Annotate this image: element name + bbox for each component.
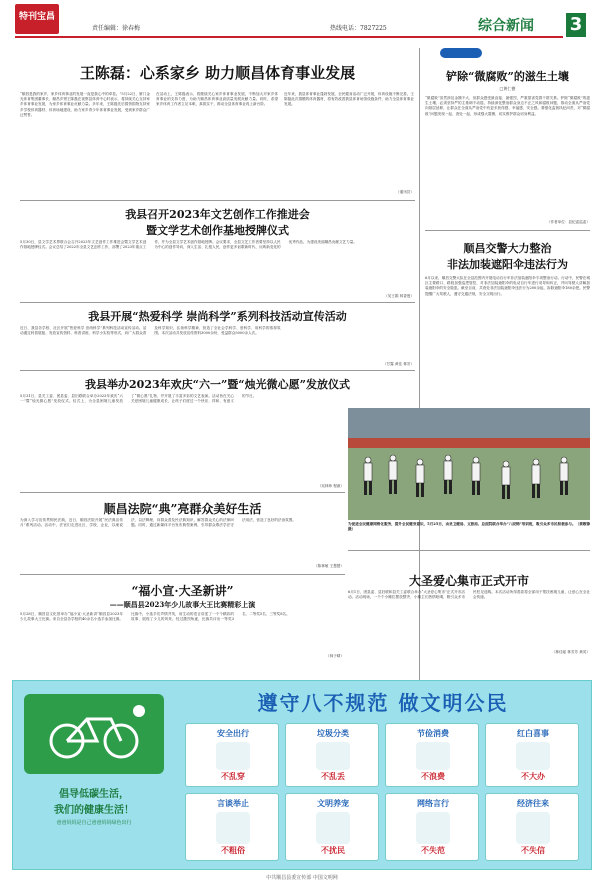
rule-title: 经济往来	[517, 799, 549, 808]
rule-tile	[185, 723, 279, 787]
rule-action: 不乱穿	[221, 772, 245, 781]
lead-byline: （通讯员）	[396, 190, 414, 194]
rule-illustration	[216, 812, 250, 844]
green-subtitle: 我们的健康生活！	[54, 805, 134, 816]
civility-ad	[12, 680, 592, 870]
rule-action: 不扰民	[321, 846, 345, 855]
science-divider	[20, 370, 415, 371]
court-text: 为深入学习宣传贯彻民法典，近日，顺昌法院开展“民法典宣传月”系列活动。活动中，法官们走进社区、学校、企业，以案说法、以法释理，向群众普及民法典知识，解答群众关心的法律问题。同时，通过新媒体平台发布典型案例，引导群众尊法学法守法用法，营造了良好的法治氛围。	[20, 518, 296, 528]
editor-line: 责任编辑：徐春梅	[92, 25, 141, 32]
traffic-title-1: 顺昌交警大力整治	[463, 242, 552, 255]
rule-title: 言谈举止	[217, 799, 249, 808]
rule-illustration	[516, 812, 550, 844]
rule-illustration	[416, 742, 450, 770]
science-text: 近日，我县各学校、社区开展“热爱科学 崇尚科学”系列科技活动宣传活动。活动通过科普展板、发放宣传资料、科普讲座、科学小实验等形式，向广大群众普及科学知识，弘扬科学精神，营造了全社会学科学、爱科学、用科学的浓厚氛围。本次活动共发放宣传资料3000余份，受益群众5000余人次。	[20, 326, 281, 336]
hotline: 热线电话：7827225	[330, 25, 387, 32]
rule-title: 垃圾分类	[317, 729, 349, 738]
rule-tile	[385, 793, 479, 861]
page-number: 3	[569, 14, 583, 35]
theater-byline: （林子晴）	[326, 654, 344, 658]
rule-action: 不失范	[421, 846, 445, 855]
rule-title: 节俭消费	[417, 729, 449, 738]
rule-illustration	[416, 812, 450, 844]
rule-tile	[285, 723, 379, 787]
photo-frame	[348, 408, 590, 520]
exercise-photo	[348, 408, 590, 520]
theater-title: “福小宣·大圣新讲”	[131, 584, 234, 598]
culture-title-2: 暨文学艺术创作基地授牌仪式	[146, 224, 289, 237]
footer-credit: 中共顺昌县委宣传部 中国文明网	[266, 875, 338, 881]
photo-caption: 为促进全民健康网格化服务，提升全民健身意识，5月25日，由县卫健局、文旅局、总医院联合举办“八段锦”培训班，吸引众多市民积极参与。（黄敬锋 摄）	[348, 522, 590, 532]
rules-grid	[183, 723, 583, 863]
corruption-byline: （作者单位：县纪委监委）	[546, 220, 590, 224]
theater-subtitle: ——顺昌县2023年少儿故事大王比赛精彩上演	[109, 600, 256, 609]
corruption-title: 铲除“微腐败”的滋生土壤	[446, 70, 569, 83]
green-title: 倡导低碳生活，	[59, 789, 129, 800]
rule-tile	[185, 793, 279, 861]
rule-action: 不粗俗	[221, 846, 245, 855]
market-divider	[348, 550, 590, 551]
children-byline: （吴林炜 程淑）	[317, 484, 344, 488]
rule-action: 不失信	[521, 846, 545, 855]
lead-col-3: 近年来，我县体育事业蓬勃发展，全民健身活动广泛开展，体育设施不断完善。王陈磊此次捐赠的体育器材，将有效改善我县体育场馆设施条件，助力全县体育事业发展。	[284, 92, 414, 107]
theater-text: 5月28日，顺昌县文化馆举办“福小宣·大圣新讲”顺昌县2023年少儿故事大王比赛。来自全县各学校的40余名小选手参加比赛。比赛中，小选手们声情并茂，用生动的语言讲述了一个个精彩的故事，展现了少儿的风采。经过激烈角逐，比赛共评出一等奖3名、二等奖5名、三等奖8名。	[20, 612, 290, 622]
rule-illustration	[316, 812, 350, 844]
section-title: 综合新闻	[478, 18, 534, 34]
culture-byline: （吴王娟 林香莲）	[384, 294, 414, 298]
green-panel	[19, 689, 169, 865]
traffic-title-2: 非法加装遮阳伞违法行为	[447, 258, 568, 271]
rule-action: 不大办	[521, 772, 545, 781]
rule-tile	[485, 723, 579, 787]
rule-action: 不浪费	[421, 772, 445, 781]
corruption-text: “微腐败”虽然涉及金额不大，但群众感受最直接、最强烈，严重损害党群干群关系。铲除“微腐败”的滋生土壤，必须坚持严的主基调不动摇，持续深化整治群众身边不正之风和腐败问题，推动全面从严治党向基层延伸，让群众在全面从严治党中有更多获得感、幸福感、安全感。要强化监督执纪问责，对“微腐败”问题发现一起、查处一起，形成强大震慑，切实维护群众切身利益。	[425, 96, 590, 116]
masthead-logo: 特刊宝昌	[18, 12, 55, 22]
rule-tile	[285, 793, 379, 861]
children-divider	[20, 492, 345, 493]
lead-title: 王陈磊：心系家乡 助力顺昌体育事业发展	[79, 64, 356, 82]
green-small: 爸爸妈妈是自己爸爸妈妈绿色出行	[56, 820, 132, 826]
traffic-text: 6月以来，顺昌交警大队在全县范围内开展电动自行车非法加装遮阳伞专项整治行动。行动中，民警在城区主要路口、路段加强巡逻管控，对非法加装遮阳伞的电动自行车进行劝导和纠正，并向驾驶人讲解加装遮阳伞的安全隐患。截至目前，共查处非法加装遮阳伞违法行为200余起，拆除遮阳伞180余把。民警提醒广大驾驶人，遵守交通法规，安全文明出行。	[425, 276, 590, 296]
rule-title: 文明养宠	[317, 799, 349, 808]
rules-row-bottom	[183, 793, 583, 861]
rule-title: 网络言行	[417, 799, 449, 808]
bicycle-icon	[19, 689, 169, 779]
rule-tile	[485, 793, 579, 861]
market-title: 大圣爱心集市正式开市	[408, 574, 529, 588]
court-byline: （陈林敏 王慧慧）	[314, 564, 344, 568]
rule-title: 安全出行	[217, 729, 249, 738]
market-text: 6月1日，团县委、县妇联和县关工委联合举办“大圣爱心集市”正式开市活动。活动现场，一个个小摊位摆放整齐，小摊主们热情吆喝，吸引众多市民驻足选购。本次活动所得善款将全部用于帮扶困境儿童，让爱心在全社会传递。	[348, 590, 590, 600]
commentary-tag	[440, 48, 482, 58]
civility-banner: 遵守八不规范 做文明公民	[257, 691, 509, 715]
rule-illustration	[316, 742, 350, 770]
culture-title-1: 我县召开2023年文艺创作工作推进会	[125, 208, 310, 221]
culture-divider	[20, 302, 415, 303]
leaf-dot	[133, 705, 145, 717]
children-title: 我县举办2023年欢庆“六一”暨“烛光微心愿”发放仪式	[85, 378, 350, 391]
lead-col-1: “顺昌是我的家乡，家乡体育事业的发展一直是我心中的牵挂。”5月22日，厦门金光体育集团董事长、顺昌乡贤王陈磊在视察县体育中心时表示，将持续关心支持家乡体育事业发展，为家乡体育事业贡献力量。多年来，王陈磊先后捐资捐物支持家乡学校体育器材、体育场地建设，助力家乡青少年体育事业发展，受到家乡群众广泛赞誉。	[20, 92, 150, 117]
children-text: 5月31日，县关工委、团县委、县妇联联合举办2023年欢庆“六一”暨“烛光微心愿”发放仪式。仪式上，为全县困境儿童发放了“微心愿”礼物，并开展了丰富多彩的文艺表演。活动旨在关心关爱困境儿童健康成长，让孩子们度过一个快乐、祥和、有意义的节日。	[20, 394, 257, 404]
science-byline: （甘露 黄佳 林芳）	[382, 362, 414, 366]
corruption-divider	[425, 230, 590, 231]
rule-action: 不乱丢	[321, 772, 345, 781]
court-divider	[20, 574, 345, 575]
science-title: 我县开展“热爱科学 崇尚科学”系列科技活动宣传活动	[88, 310, 347, 323]
lead-col-2: 在活动上，王陈磊表示，将继续关心家乡体育事业发展，不断加大对家乡体育事业的支持力度，为助力顺昌体育事业高质量发展贡献力量。同时，希望家乡体育工作者立足本职，真抓实干，推动全县体育事业再上新台阶。	[156, 92, 278, 107]
court-title: 顺昌法院“典”亮群众美好生活	[103, 502, 262, 516]
rule-illustration	[216, 742, 250, 770]
masthead-rule	[15, 36, 563, 38]
rule-title: 红白喜事	[517, 729, 549, 738]
rule-tile	[385, 723, 479, 787]
rules-row-top	[183, 723, 583, 787]
masthead	[0, 0, 600, 40]
lead-divider	[20, 200, 415, 201]
market-byline: （林佳瑶 林芳芳 黄英）	[551, 650, 590, 654]
rule-illustration	[516, 742, 550, 770]
corruption-author: □黄仁德	[499, 86, 516, 91]
culture-text: 5月30日，县文学艺术界联合会召开2023年文艺创作工作推进会暨文学艺术创作基地授牌仪式。会议总结了2022年全县文艺创作工作，部署了2023年重点工作，并为全县文学艺术创作基地授牌。会议要求，全县文艺工作者要坚持以人民为中心的创作导向，深入生活、扎根人民，创作更多讴歌新时代、反映新变化的优秀作品，为建设美丽顺昌贡献文艺力量。	[20, 240, 357, 250]
